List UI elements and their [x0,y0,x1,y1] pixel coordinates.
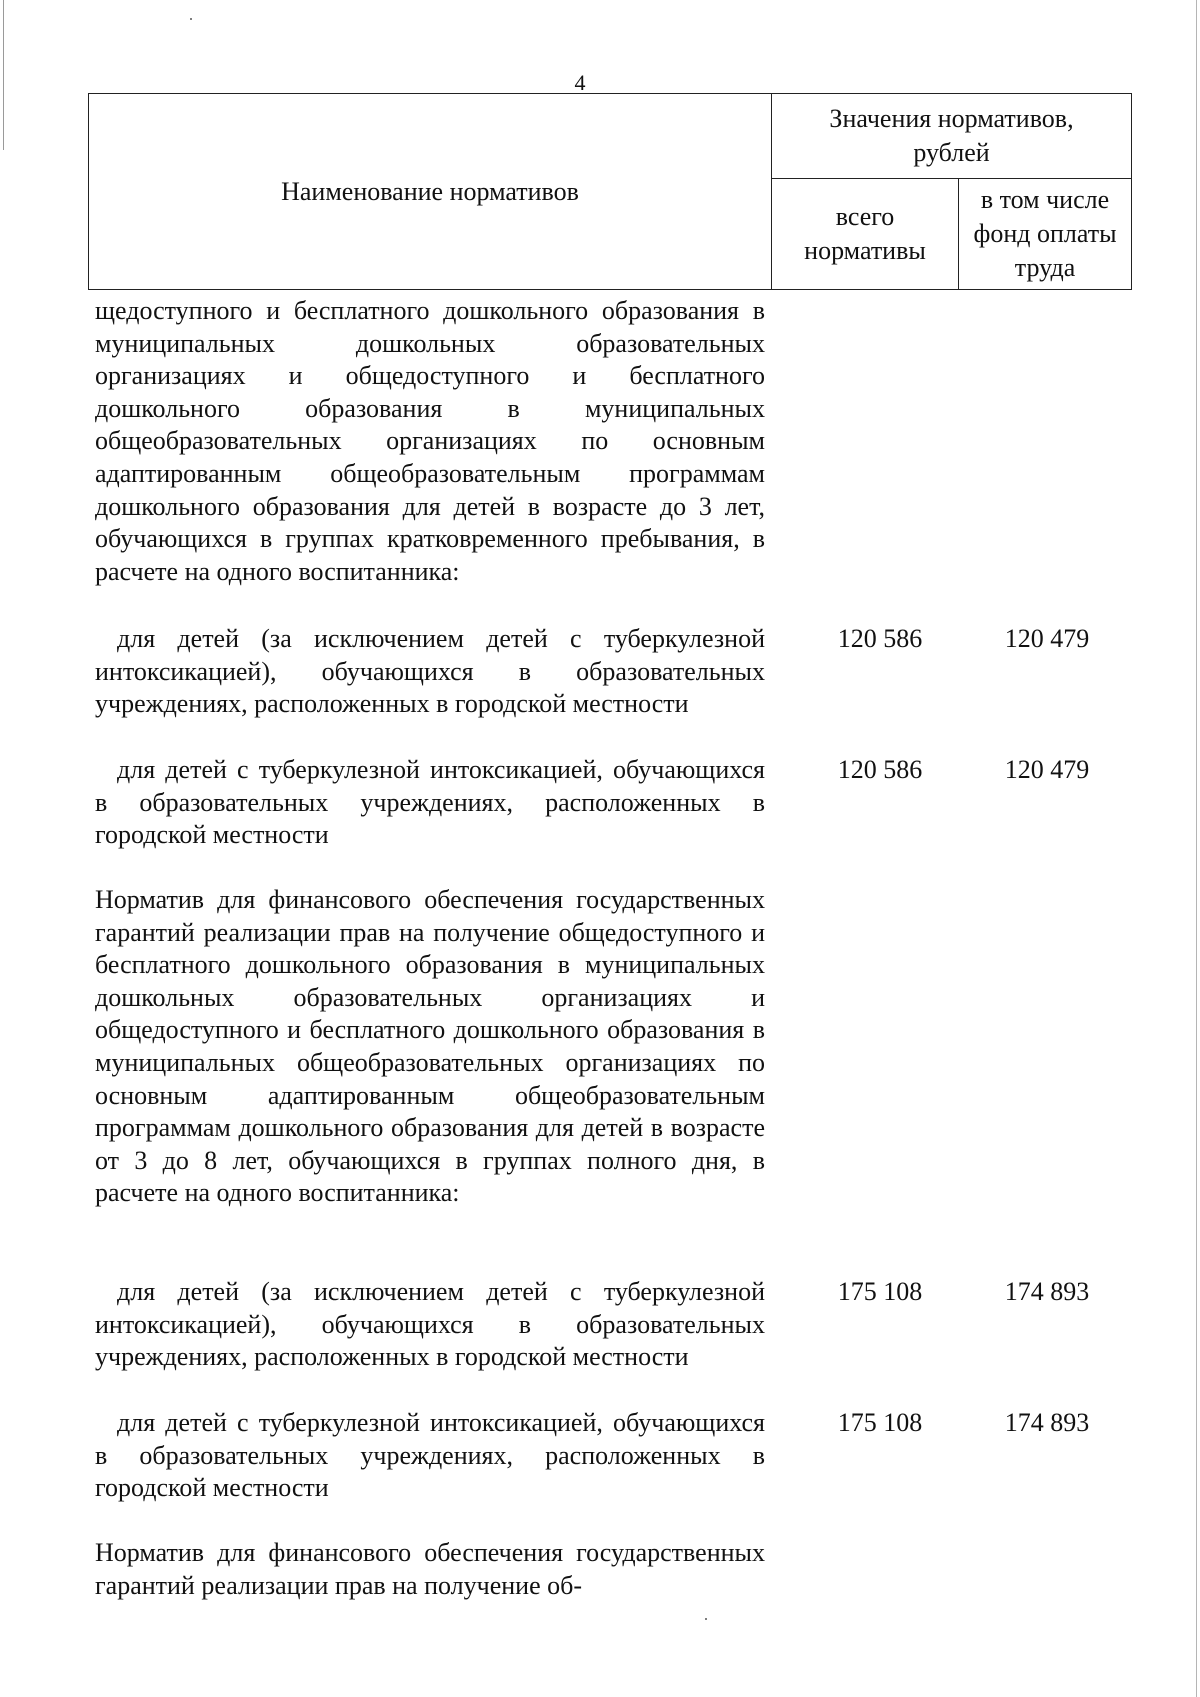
scan-edge-line-right [1196,0,1197,1697]
table-row [95,295,765,588]
row-total-value: 175 108 [837,1277,923,1306]
row-fund-value: 174 893 [1004,1277,1090,1306]
row-total-value: 120 586 [837,755,923,784]
table-row [95,1537,765,1602]
table-row [95,1407,1090,1505]
row-text: щедоступного и бесплатного дошкольного образования в муниципальных дошкольных образовательных организациях и общедоступного и бесплатного дошкольного образования в муниципальных общеобразовательных организациях по основным адаптированным общеобразовательным программам дошкольного образования для детей в возрасте до 3 лет, обучающихся в группах кратковременного пребывания, в расчете на одного воспитанника: [95,296,765,586]
table-row [95,754,1090,852]
row-text: Норматив для финансового обеспечения государственных гарантий реализации прав на получение общедоступного и бесплатного дошкольного образования в муниципальных дошкольных образовательных организациях и общедоступного и бесплатного дошкольного образования в муниципальных общеобразовательных организациях по основным адаптированным общеобразовательным программам дошкольного образования для детей в возрасте от 3 до 8 лет, обучающихся в группах полного дня, в расчете на одного воспитанника: [95,885,765,1208]
row-fund-value: 120 479 [1004,624,1090,653]
row-total-value: 175 108 [837,1408,923,1437]
column-header-name: Наименование нормативов [89,94,772,290]
table-header [88,93,1132,290]
row-fund-value: 174 893 [1004,1408,1090,1437]
row-text: для детей (за исключением детей с туберкулезной интоксикацией), обучающихся в образовательных учреждениях, расположенных в городской местности [95,624,765,719]
column-header-total: всего нормативы [772,179,959,290]
scan-speck [705,1618,707,1620]
column-header-values-group: Значения нормативов, рублей [772,94,1132,179]
scan-speck [190,18,192,20]
row-total-value: 120 586 [837,624,923,653]
column-header-fund: в том числе фонд оплаты труда [959,179,1132,290]
table-row [95,884,765,1210]
row-text: для детей с туберкулезной интоксикацией, обучающихся в образовательных учреждениях, расположенных в городской местности [95,755,765,850]
row-text: для детей с туберкулезной интоксикацией, обучающихся в образовательных учреждениях, расположенных в городской местности [95,1408,765,1503]
table-row [95,623,1090,721]
table-row [95,1276,1090,1374]
page-number: 4 [574,70,586,95]
row-text: для детей (за исключением детей с туберкулезной интоксикацией), обучающихся в образовательных учреждениях, расположенных в городской местности [95,1277,765,1372]
scan-edge-line-left [3,0,4,150]
row-fund-value: 120 479 [1004,755,1090,784]
row-text: Норматив для финансового обеспечения государственных гарантий реализации прав на получение об- [95,1538,765,1600]
